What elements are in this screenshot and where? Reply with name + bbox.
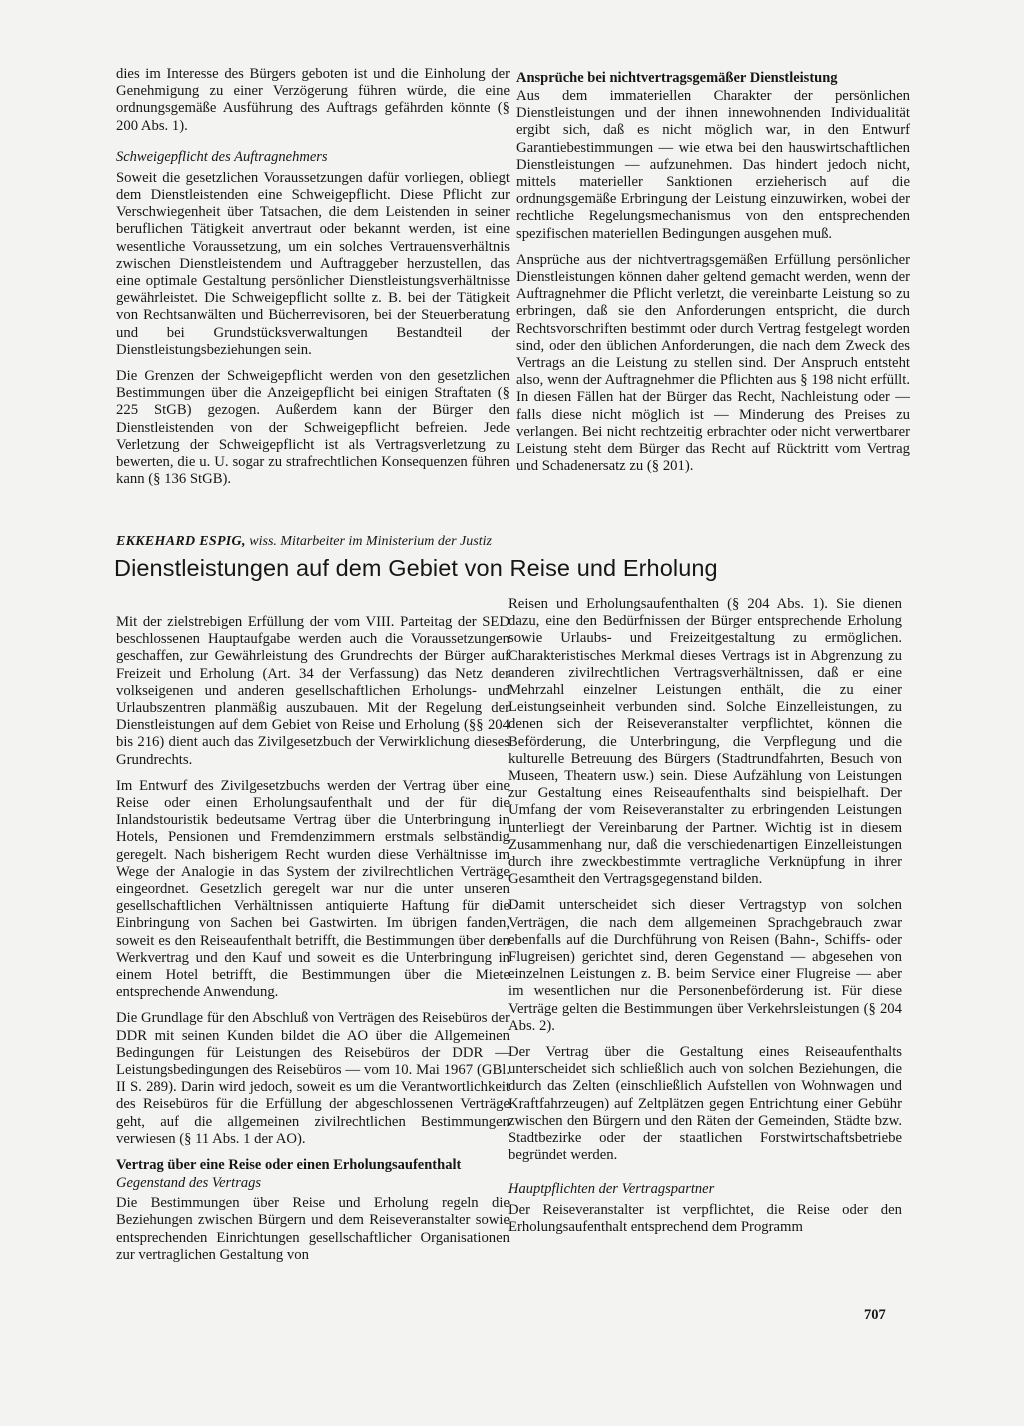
section-heading: Ansprüche bei nichtvertragsgemäßer Dienstleistung — [516, 70, 838, 86]
bottom-left-column — [116, 614, 510, 1273]
section-heading: Schweigepflicht des Auftragnehmers — [116, 148, 328, 165]
page-number: 707 — [864, 1307, 886, 1323]
paragraph: Die Bestimmungen über Reise und Erholung regeln die Beziehungen zwischen Bürgern und dem Reiseveranstalter sowie entsprechenden Einrichtungen gesellschaftlicher Organisationen zur vertraglichen Gestaltung von — [116, 1195, 510, 1263]
author-name: EKKEHARD ESPIG, — [116, 534, 246, 549]
top-left-column — [116, 66, 510, 497]
paragraph: Damit unterscheidet sich dieser Vertragstyp von solchen Verträgen, die nach dem allgemeinen Sprachgebrauch zwar ebenfalls auf die Durchführung von Reisen (Bahn-, Schiffs- oder Flugreisen) gerichtet sind, deren Gegenstand — abgesehen von einzelnen Leistungen z. B. beim Service einer Flugreise — aber im wesentlichen nur die Personenbeförderung ist. Für diese Verträge gelten die Bestimmungen über Verkehrsleistungen (§ 204 Abs. 2). — [508, 897, 902, 1034]
paragraph: Mit der zielstrebigen Erfüllung der vom VIII. Parteitag der SED beschlossenen Hauptaufgabe werden auch die Voraussetzungen geschaffen, zur Gewährleistung des Grundrechts der Bürger auf Freizeit und Erholung (Art. 34 der Verfassung) das Netz der volkseigenen und anderen gesellschaftlichen Erholungs- und Urlaubszentren planmäßig auszubauen. Mit der Regelung der Dienstleistungen auf dem Gebiet von Reise und Erholung (§§ 204 bis 216) dient auch das Zivilgesetzbuch der Verwirklichung dieses Grundrechts. — [116, 614, 510, 768]
author-line — [116, 533, 916, 550]
paragraph: Der Vertrag über die Gestaltung eines Reiseaufenthalts unterscheidet sich schließlich auch von solchen Beziehungen, die durch das Zelten (einschließlich Aufstellen von Wohnwagen und Kraftfahrzeugen) auf Zeltplätzen gegen Entrichtung einer Gebühr zwischen den Bürgern und den Räten der Gemeinden, Städte bzw. Stadtbezirke oder der staatlichen Forstwirtschaftsbetriebe begründet werden. — [508, 1044, 902, 1164]
paragraph: dies im Interesse des Bürgers geboten ist und die Einholung der Genehmigung zu einer Verzögerung führen würde, die eine ordnungsgemäße Ausführung des Auftrags gefährden könnte (§ 200 Abs. 1). — [116, 66, 510, 134]
paragraph: Im Entwurf des Zivilgesetzbuchs werden der Vertrag über eine Reise oder einen Erholungsaufenthalt und der für die Inlandstouristik bedeutsame Vertrag über die Unterbringung in Hotels, Pensionen und Fremdenzimmern erstmals selbständig geregelt. Nach bisherigem Recht wurden diese Verhältnisse im Wege der Analogie in das System der zivilrechtlichen Verträge eingeordnet. Gesetzlich geregelt war nur die unter unseren gesellschaftlichen Verhältnissen antiquierte Haftung für die Einbringung von Sachen bei Gastwirten. Im übrigen fanden, soweit es den Reiseaufenthalt betrifft, die Bestimmungen über den Werkvertrag und den Kauf und soweit es die Unterbringung in einem Hotel betrifft, die Bestimmungen über die Miete entsprechende Anwendung. — [116, 777, 510, 1001]
section-heading: Vertrag über eine Reise oder einen Erholungsaufenthalt — [116, 1157, 462, 1174]
paragraph: Soweit die gesetzlichen Voraussetzungen dafür vorliegen, obliegt dem Dienstleistenden eine Schweigepflicht. Diese Pflicht zur Verschwiegenheit über Tatsachen, die dem Leistenden in seiner beruflichen Tätigkeit anvertraut oder bekannt werden, ist eine wesentliche Voraussetzung, um ein solches Vertrauensverhältnis zwischen Dienstleistendem und Auftraggeber herzustellen, das eine optimale Gestaltung persönlicher Dienstleistungsverhältnisse gewährleistet. Die Schweigepflicht sollte z. B. bei der Tätigkeit von Rechtsanwälten und Bücherrevisoren, bei der Steuerberatung und bei Grundstücksverwaltungen Bestandteil der Dienstleistungsbeziehungen sein. — [116, 169, 510, 358]
article-title: Dienstleistungen auf dem Gebiet von Reise und Erholung — [114, 555, 718, 581]
top-right-column — [516, 70, 910, 484]
section-heading: Hauptpflichten der Vertragspartner — [508, 1180, 715, 1197]
paragraph: Die Grenzen der Schweigepflicht werden von den gesetzlichen Bestimmungen über die Anzeigepflicht bei einigen Straftaten (§ 225 StGB) gezogen. Außerdem kann der Bürger den Dienstleistenden von der Schweigepflicht befreien. Jede Verletzung der Schweigepflicht ist als Vertragsverletzung zu bewerten, die u. U. sogar zu strafrechtlichen Konsequenzen führen kann (§ 136 StGB). — [116, 368, 510, 488]
author-role: wiss. Mitarbeiter im Ministerium der Justiz — [249, 534, 492, 549]
paragraph: Der Reiseveranstalter ist verpflichtet, die Reise oder den Erholungsaufenthalt entsprechend dem Programm — [508, 1201, 902, 1235]
paragraph: Aus dem immateriellen Charakter der persönlichen Dienstleistungen und der ihnen innewohnenden Individualität ergibt sich, daß es nicht möglich war, in den Entwurf Garantiebestimmungen — wie etwa bei den hauswirtschaftlichen Dienstleistungen — aufzunehmen. Das hindert jedoch nicht, mittels materieller Sanktionen erzieherisch auf die ordnungsgemäße Erbringung der Leistung einzuwirken, wobei der rechtliche Regelungsmechanismus von den entsprechenden spezifischen materiellen Bedingungen ausgehen muß. — [516, 88, 910, 242]
paragraph: Die Grundlage für den Abschluß von Verträgen des Reisebüros der DDR mit seinen Kunden bildet die AO über die Allgemeinen Bedingungen für Leistungen des Reisebüros der DDR — Leistungsbedingungen des Reisebüros — vom 10. Mai 1967 (GBl. II S. 289). Darin wird jedoch, soweit es um die Verantwortlichkeit des Reisebüros für die Erfüllung der abgeschlossenen Verträge geht, auf die allgemeinen zivilrechtlichen Bestimmungen verwiesen (§ 11 Abs. 1 der AO). — [116, 1010, 510, 1147]
bottom-right-column — [508, 596, 902, 1245]
subsection-heading: Gegenstand des Vertrags — [116, 1175, 261, 1192]
paragraph: Ansprüche aus der nichtvertragsgemäßen Erfüllung persönlicher Dienstleistungen können daher geltend gemacht werden, wenn der Auftragnehmer die Pflicht verletzt, die vereinbarte Leistung so zu erbringen, daß sie den Anforderungen entspricht, die durch Rechtsvorschriften bestimmt oder durch Vertrag festgelegt worden sind, oder den üblichen Anforderungen, die nach dem Zweck des Vertrags an die Leistung zu stellen sind. Der Anspruch entsteht also, wenn der Auftragnehmer die Pflichten aus § 198 nicht erfüllt. In diesen Fällen hat der Bürger das Recht, Nachleistung oder — falls diese nicht möglich ist — Minderung des Preises zu verlangen. Bei nicht rechtzeitig erbrachter oder nicht verwertbarer Leistung steht dem Bürger das Recht auf Rücktritt vom Vertrag und Schadenersatz zu (§ 201). — [516, 251, 910, 475]
paragraph: Reisen und Erholungsaufenthalten (§ 204 Abs. 1). Sie dienen dazu, eine den Bedürfnissen der Bürger entsprechende Erholung sowie Urlaubs- und Freizeitgestaltung zu ermöglichen. Charakteristisches Merkmal dieses Vertrags ist in Abgrenzung zu anderen zivilrechtlichen Vertragsverhältnissen, daß er eine Mehrzahl einzelner Leistungen enthält, die zu einer Leistungseinheit verbunden sind. Solche Einzelleistungen, zu denen sich der Reiseveranstalter verpflichtet, können die Beförderung, die Unterbringung, die Verpflegung und die kulturelle Betreuung des Bürgers (Stadtrundfahrten, Besuch von Museen, Theatern usw.) sein. Diese Aufzählung von Leistungen zur Gestaltung eines Reiseaufenthalts sind beispielhaft. Der Umfang der vom Reiseveranstalter zu erbringenden Leistungen unterliegt der Vereinbarung der Partner. Wichtig ist in diesem Zusammenhang nur, daß die verschiedenartigen Einzelleistungen durch ihre zweckbestimmte vertragliche Verknüpfung in ihrer Gesamtheit den Vertragsgegenstand bilden. — [508, 596, 902, 888]
